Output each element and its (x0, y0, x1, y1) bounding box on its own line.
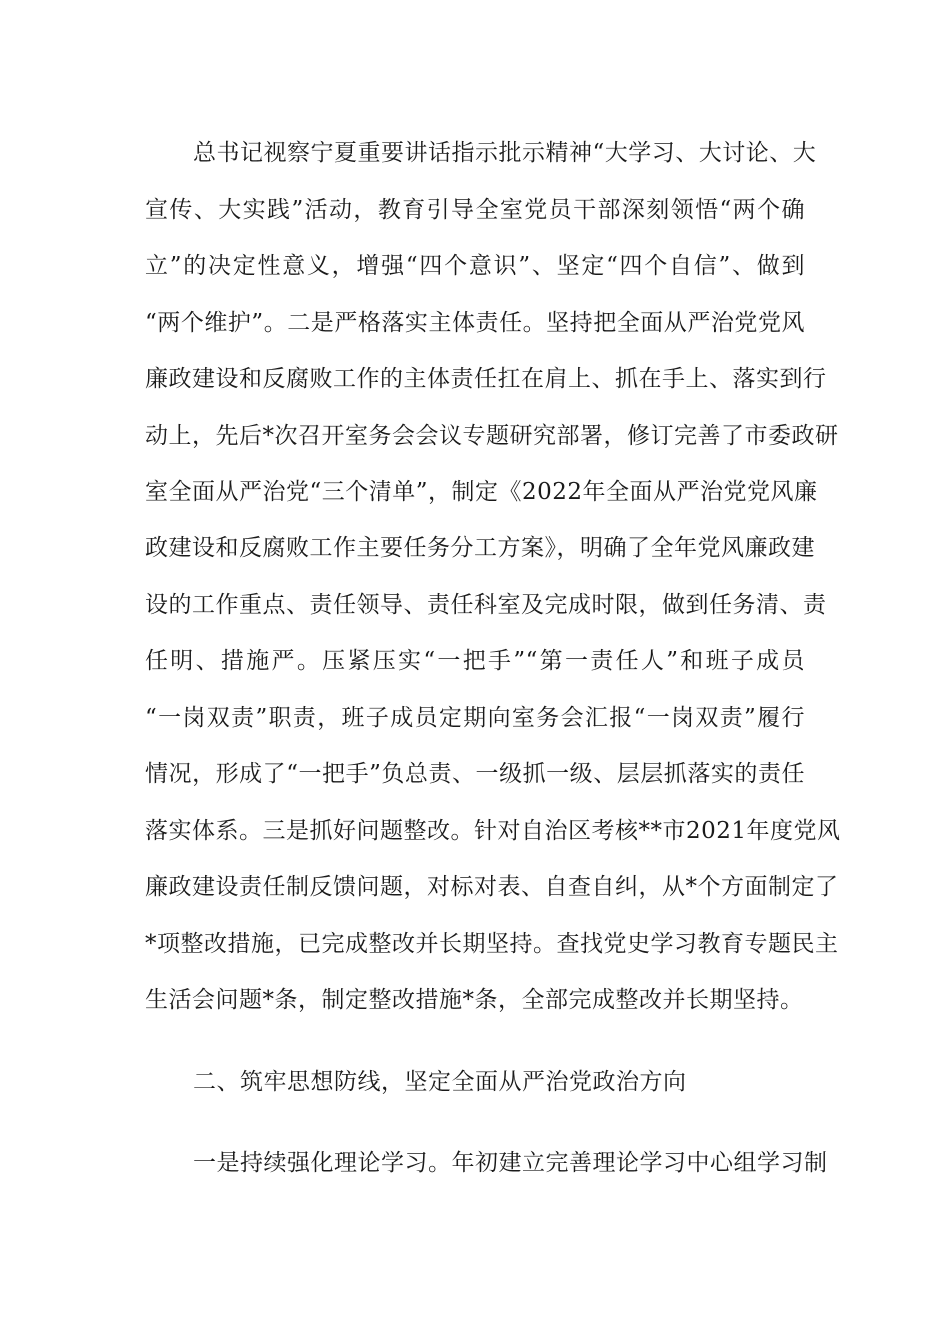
paragraph-line: 生活会问题*条，制定整改措施*条，全部完成整改并长期坚持。 (145, 987, 804, 1013)
paragraph-line: “两个维护”。二是严格落实主体责任。坚持把全面从严治党党风 (145, 310, 805, 336)
paragraph-line: 情况，形成了“一把手”负总责、一级抓一级、层层抓落实的责任 (145, 761, 805, 787)
paragraph-line: 落实体系。三是抓好问题整改。针对自治区考核**市2021年度党风 (145, 818, 841, 844)
paragraph-line: 立”的决定性意义，增强“四个意识”、坚定“四个自信”、做到 (145, 253, 805, 279)
paragraph-line: 宣传、大实践”活动，教育引导全室党员干部深刻领悟“两个确 (145, 197, 805, 223)
paragraph-line: 室全面从严治党“三个清单”，制定《2022年全面从严治党党风廉 (145, 479, 818, 505)
paragraph-line: “一岗双责”职责，班子成员定期向室务会汇报“一岗双责”履行 (145, 705, 805, 731)
paragraph-line: 政建设和反腐败工作主要任务分工方案》，明确了全年党风廉政建 (145, 535, 815, 561)
paragraph-line: 设的工作重点、责任领导、责任科室及完成时限，做到任务清、责 (145, 592, 827, 618)
paragraph-line: 一是持续强化理论学习。年初建立完善理论学习中心组学习制 (193, 1150, 828, 1176)
paragraph-line: 动上，先后*次召开室务会会议专题研究部署，修订完善了市委政研 (145, 423, 839, 449)
paragraph-line: *项整改措施，已完成整改并长期坚持。查找党史学习教育专题民主 (145, 931, 839, 957)
paragraph-line: 总书记视察宁夏重要讲话指示批示精神“大学习、大讨论、大 (193, 140, 817, 166)
paragraph-line: 任明、措施严。压紧压实“一把手”“第一责任人”和班子成员 (145, 648, 805, 674)
paragraph-line: 廉政建设责任制反馈问题，对标对表、自查自纠，从*个方面制定了 (145, 874, 839, 900)
paragraph-line: 廉政建设和反腐败工作的主体责任扛在肩上、抓在手上、落实到行 (145, 366, 827, 392)
section-heading: 二、筑牢思想防线，坚定全面从严治党政治方向 (193, 1069, 687, 1095)
